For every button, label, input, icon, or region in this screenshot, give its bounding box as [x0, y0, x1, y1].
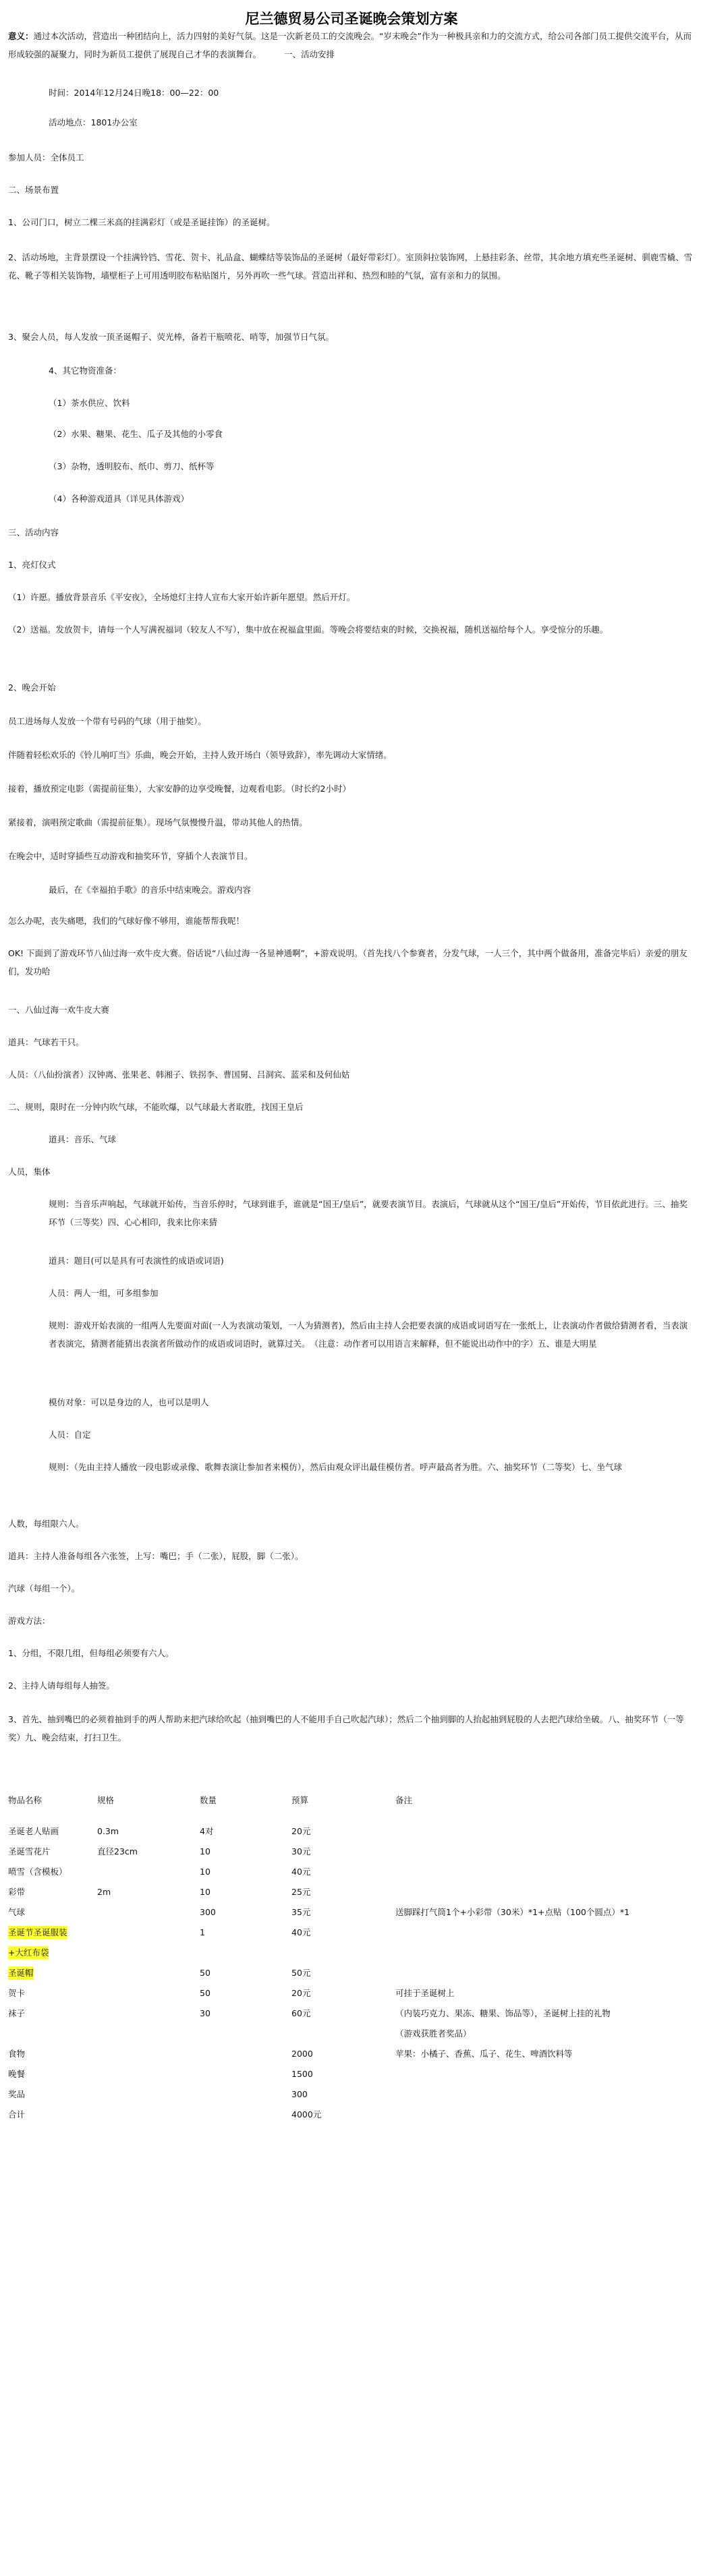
item-budget: 4000元 [291, 2109, 322, 2119]
page-title: 尼兰德贸易公司圣诞晚会策划方案 [245, 10, 458, 27]
party-start-heading: 2、晚会开始 [8, 682, 56, 693]
event-time: 时间：2014年12月24日晚18：00—22：00 [49, 88, 219, 98]
table-header-note: 备注 [395, 1795, 413, 1805]
game-4-people: 人员：自定 [49, 1430, 91, 1440]
item-qty: 300 [200, 1907, 216, 1917]
item-budget: 40元 [291, 1867, 311, 1877]
item-note: （游戏获胜者奖品） [395, 2028, 472, 2039]
item-budget: 50元 [291, 1968, 311, 1978]
game-5-step-1: 1、分组，不限几组，但每组必须要有六人。 [8, 1648, 174, 1658]
decor-item-2: 2、活动场地，主背景摆设一个挂满铃铛、雪花、贺卡、礼品盒、蝴蝶结等装饰品的圣诞树（最好带彩灯）。室顶斜拉装饰网，上悬挂彩条、丝带，其余地方填充些圣诞树、驯鹿雪橇、雪花、靴子等相关装饰物，墙壁柜子上可用透明胶布粘贴图片，另外再吹一些气球。营造出祥和、热烈和睦的气氛，富有亲和力的氛围。 [8, 252, 693, 281]
party-step-1: 员工进场每人发放一个带有号码的气球（用于抽奖）。 [8, 716, 206, 726]
decor-item-4: 4、其它物资准备： [49, 365, 121, 376]
game-5-step-3: 3、首先、抽到嘴巴的必须着抽到手的两人帮助来把汽球给吹起（抽到嘴巴的人不能用手自己吹起汽球）；然后二个抽到脚的人抬起抽到屁股的人去把汽球给坐破。八、抽奖环节（一等奖）九、晚会结束，打扫卫生。 [8, 1714, 684, 1743]
party-step-6: 最后，在《幸福拍手歌》的音乐中结束晚会。游戏内容 [49, 885, 252, 895]
item-budget: 35元 [291, 1907, 311, 1917]
item-name: 晚餐 [8, 2069, 26, 2079]
game-2-props: 道具：音乐、气球 [49, 1134, 117, 1144]
item-note: （内装巧克力、果冻、糖果、饰品等），圣诞树上挂的礼物 [395, 2008, 611, 2018]
event-place: 活动地点：1801办公室 [49, 117, 138, 127]
game-3-rules: 规则：游戏开始表演的一组两人先要面对面(一人为表演动策划，一人为猜测者)，然后由主持人会把要表演的成语或词语写在一张纸上，让表演动作者做给猜测者看，当表演者表演完，猜测者能猜出表演者所做动作的成语或词语时，就算过关。 （注意：动作者可以用语言来解释，但不能说出动作中的字）五、谁是大明星 [49, 1320, 688, 1349]
wish-item: （1）许愿。播放背景音乐《平安夜》，全场熄灯主持人宣布大家开始许新年愿望。然后开灯。 [8, 592, 356, 602]
item-name: 圣诞老人贴画 [8, 1826, 59, 1836]
lighting-ceremony-heading: 1、亮灯仪式 [8, 560, 56, 570]
item-budget: 25元 [291, 1887, 311, 1897]
table-header-qty: 数量 [200, 1795, 217, 1805]
game-5-balloon: 汽球（每组一个）。 [8, 1583, 80, 1593]
game-1-people: 人员：（八仙扮演者）汉钟离、张果老、韩湘子、铁拐李、曹国舅、吕洞宾、蓝采和及何仙姑 [8, 1070, 350, 1080]
supply-item-3: （3）杂物，透明胶布、纸巾、剪刀、纸杯等 [49, 461, 215, 471]
decor-item-1: 1、公司门口，树立二棵三米高的挂满彩灯（或是圣诞挂饰）的圣诞树。 [8, 217, 275, 227]
item-name: 贺卡 [8, 1988, 26, 1998]
item-note: 送脚踩打气筒1个+小彩带（30米）*1+点贴（100个圆点）*1 [395, 1907, 630, 1917]
item-budget: 1500 [291, 2069, 313, 2079]
item-budget: 30元 [291, 1846, 311, 1856]
game-1-rules: 二、规则，限时在一分钟内吹气球，不能吹爆，以气球最大者取胜，找国王皇后 [8, 1102, 304, 1112]
table-header-spec: 规格 [97, 1795, 115, 1805]
item-name: +大红布袋 [8, 1946, 49, 1960]
item-budget: 20元 [291, 1988, 311, 1998]
item-qty: 50 [200, 1968, 210, 1978]
item-name: 气球 [8, 1907, 26, 1917]
item-qty: 1 [200, 1927, 205, 1937]
decor-item-3: 3、聚会人员，每人发放一顶圣诞帽子、荧光棒，备若干瓶喷花、哨等，加强节日气氛。 [8, 332, 334, 342]
item-spec: 2m [97, 1887, 111, 1897]
item-qty: 10 [200, 1867, 210, 1877]
party-step-5: 在晚会中，适时穿插些互动游戏和抽奖环节，穿插个人表演节目。 [8, 851, 253, 861]
item-name: 圣诞节圣诞服装 [8, 1926, 67, 1939]
item-budget: 2000 [291, 2049, 313, 2059]
table-header-name: 物品名称 [8, 1795, 43, 1805]
supply-item-1: （1）茶水供应、饮料 [49, 398, 130, 408]
supply-item-4: （4）各种游戏道具（详见具体游戏） [49, 494, 189, 504]
item-name: 合计 [8, 2109, 26, 2119]
game-intro: OK! 下面到了游戏环节八仙过海一欢牛皮大赛。俗话说“八仙过海一各显神通啊”，+游戏说明。（首先找八个参赛者，分发气球，一人三个，其中两个做备用，准备完毕后）亲爱的朋友们，发功哈 [8, 948, 687, 976]
item-budget: 40元 [291, 1927, 311, 1937]
item-name: 袜子 [8, 2008, 26, 2018]
game-4-rules: 规则：（先由主持人播放一段电影或录像、歌舞表演让参加者来模仿），然后由观众评出最佳模仿者。呼声最高者为胜。六、抽奖环节（二等奖）七、坐气球 [49, 1462, 623, 1472]
party-step-7: 怎么办呢，丧失痛嗯，我们的气球好像不够用，谁能帮帮我呢！ [8, 916, 245, 926]
table-header-budget: 预算 [291, 1795, 309, 1805]
item-name: 喷雪（含模板） [8, 1867, 67, 1877]
item-spec: 直径23cm [97, 1846, 138, 1856]
game-5-method: 游戏方法： [8, 1616, 51, 1626]
game-5-step-2: 2、主持人请每组每人抽签。 [8, 1680, 115, 1691]
item-budget: 20元 [291, 1826, 311, 1836]
item-budget: 60元 [291, 2008, 311, 2018]
item-name: 彩带 [8, 1887, 26, 1897]
item-spec: 0.3m [97, 1826, 119, 1836]
game-2-rules: 规则：当音乐声响起，气球就开始传，当音乐停时，气球到谁手，谁就是“国王/皇后”，就要表演节目。表演后，气球就从这个“国王/皇后”开始传，节目依此进行。三、抽奖环节（三等奖）四、心心相印，我来比你来猜 [49, 1199, 687, 1227]
supply-item-2: （2）水果、糖果、花生、瓜子及其他的小零食 [49, 429, 223, 439]
game-5-people: 人数，每组限六人。 [8, 1519, 84, 1529]
blessing-item: （2）送福。发放贺卡，请每一个人写满祝福词（较友人不写），集中放在祝福盒里面。等晚会将要结束的时候，交换祝福，随机送福给每个人。享受惊分的乐趣。 [8, 624, 609, 635]
intro-label: 意义： [8, 31, 34, 41]
party-step-3: 接着，播放预定电影（需提前征集），大家安静的边享受晚餐，边观看电影。（时长约2小时） [8, 784, 351, 794]
game-2-people: 人员，集体 [8, 1167, 51, 1177]
section-heading-2: 二、场景布置 [8, 185, 59, 195]
item-name: 圣诞雪花片 [8, 1846, 51, 1856]
section-heading-1: 一、活动安排 [284, 49, 335, 59]
event-participants: 参加人员：全体员工 [8, 152, 84, 163]
game-5-props: 道具：主持人准备每组各六张签，上写：嘴巴；手（二张），屁股，脚（二张）。 [8, 1551, 304, 1561]
item-qty: 30 [200, 2008, 210, 2018]
item-qty: 10 [200, 1846, 210, 1856]
intro-text: 通过本次活动，营造出一种团结向上，活力四射的美好气氛。这是一次新老员工的交流晚会。“岁末晚会”作为一种极具亲和力的交流方式，给公司各部门员工提供交流平台，从而形成较强的凝聚力，同时为新员工提供了展现自己才华的表演舞台。 [8, 31, 692, 59]
item-name: 食物 [8, 2049, 26, 2059]
intro-paragraph [8, 27, 695, 63]
game-3-props: 道具：题目(可以是具有可表演性的成语或词语) [49, 1256, 224, 1266]
item-qty: 4对 [200, 1826, 214, 1836]
section-heading-3: 三、活动内容 [8, 527, 59, 537]
party-step-2: 伴随着轻松欢乐的《铃儿响叮当》乐曲，晚会开始，主持人致开场白（领导致辞），率先调动大家情绪。 [8, 750, 392, 760]
item-name: 圣诞帽 [8, 1966, 34, 1980]
item-qty: 50 [200, 1988, 210, 1998]
item-budget: 300 [291, 2089, 308, 2099]
game-1-heading: 一、八仙过海一欢牛皮大赛 [8, 1005, 110, 1015]
item-name: 奖品 [8, 2089, 26, 2099]
game-1-props: 道具：气球若干只。 [8, 1037, 84, 1047]
budget-table [0, 1794, 703, 2185]
party-step-4: 紧接着，演唱预定歌曲（需提前征集）。现场气氛慢慢升温，带动其他人的热情。 [8, 817, 308, 827]
game-3-people: 人员：两人一组，可多组参加 [49, 1288, 159, 1298]
game-4-target: 模仿对象：可以是身边的人，也可以是明人 [49, 1397, 209, 1407]
item-note: 苹果：小橘子、香蕉、瓜子、花生、啤酒饮料等 [395, 2049, 573, 2059]
item-note: 可挂于圣诞树上 [395, 1988, 455, 1998]
item-qty: 10 [200, 1887, 210, 1897]
